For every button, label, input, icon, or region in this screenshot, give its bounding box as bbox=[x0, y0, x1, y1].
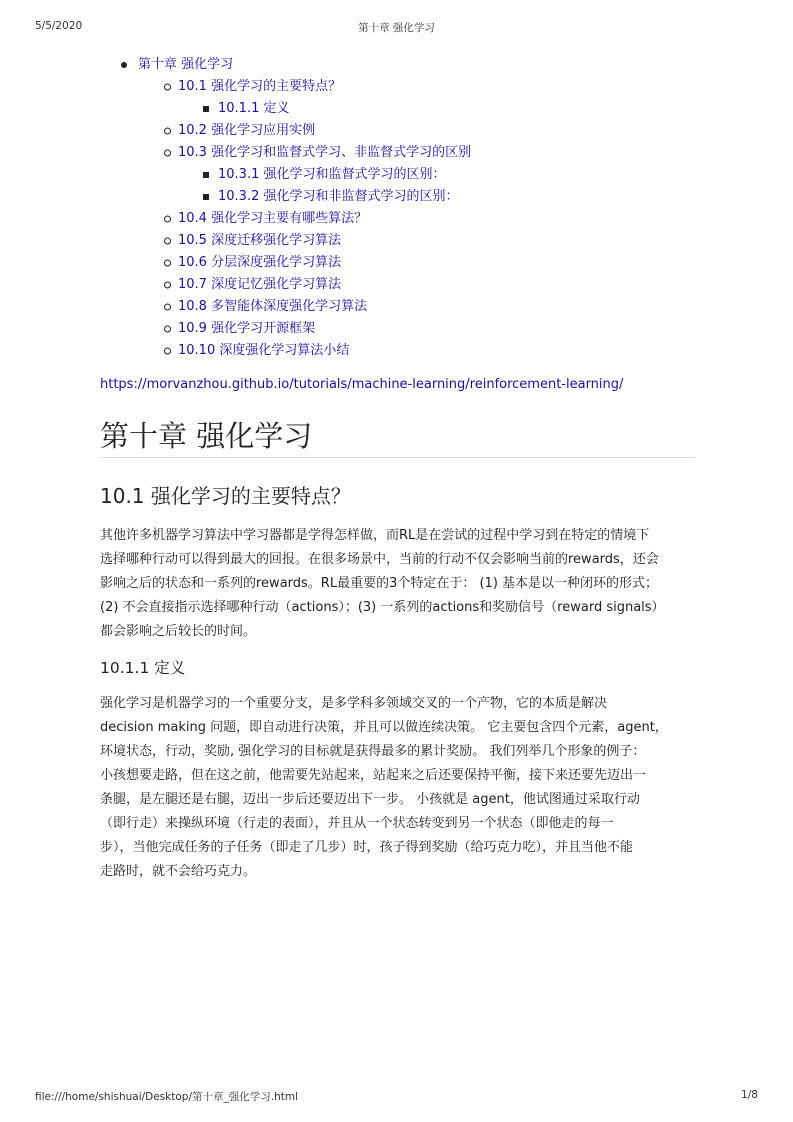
toc-item[interactable]: 第十章 强化学习 bbox=[138, 54, 471, 76]
toc-item[interactable]: 10.6 分层深度强化学习算法 bbox=[178, 252, 471, 274]
chapter-title: 第十章 强化学习 bbox=[100, 419, 313, 453]
toc-item[interactable]: 10.9 强化学习开源框架 bbox=[178, 318, 471, 340]
print-title: 第十章 强化学习 bbox=[358, 22, 435, 34]
toc-item[interactable]: 10.3.1 强化学习和监督式学习的区别： bbox=[218, 164, 471, 186]
bullet-circle-icon bbox=[164, 238, 171, 245]
toc-item[interactable]: 10.5 深度迁移强化学习算法 bbox=[178, 230, 471, 252]
bullet-circle-icon bbox=[164, 282, 171, 289]
paragraph-definition bbox=[100, 692, 700, 884]
text-line: 条腿，是左腿还是右腿，迈出一步后还要迈出下一步。 小孩就是 agent，他试图通过采取行动 bbox=[100, 792, 640, 807]
bullet-circle-icon bbox=[164, 216, 171, 223]
text-line: 步），当他完成任务的子任务（即走了几步）时，孩子得到奖励（给巧克力吃），并且当他不能 bbox=[100, 840, 634, 855]
subsection-heading: 10.1.1 定义 bbox=[100, 659, 186, 677]
toc-item[interactable]: 10.1 强化学习的主要特点？ bbox=[178, 76, 471, 98]
table-of-contents bbox=[138, 54, 471, 362]
toc-item[interactable]: 10.4 强化学习主要有哪些算法？ bbox=[178, 208, 471, 230]
bullet-circle-icon bbox=[164, 150, 171, 157]
bullet-circle-icon bbox=[164, 348, 171, 355]
bullet-square-icon bbox=[203, 172, 209, 178]
text-line: 选择哪种行动可以得到最大的回报。在很多场景中，当前的行动不仅会影响当前的rewards，还会 bbox=[100, 552, 659, 567]
text-line: 环境状态，行动，奖励, 强化学习的目标就是获得最多的累计奖励。 我们列举几个形象的例子： bbox=[100, 744, 646, 759]
section-heading: 10.1 强化学习的主要特点？ bbox=[100, 484, 351, 508]
text-line: 都会影响之后较长的时间。 bbox=[100, 624, 257, 639]
toc-item[interactable]: 10.2 强化学习应用实例 bbox=[178, 120, 471, 142]
bullet-circle-icon bbox=[164, 304, 171, 311]
bullet-square-icon bbox=[203, 194, 209, 200]
bullet-circle-icon bbox=[164, 260, 171, 267]
title-divider bbox=[100, 457, 695, 458]
text-line: 强化学习是机器学习的一个重要分支，是多学科多领域交叉的一个产物，它的本质是解决 bbox=[100, 696, 608, 711]
bullet-square-icon bbox=[203, 106, 209, 112]
paragraph-intro bbox=[100, 524, 700, 644]
print-file-path: file:///home/shishuai/Desktop/第十章_强化学习.html bbox=[35, 1091, 299, 1103]
text-line: （即行走）来操纵环境（行走的表面），并且从一个状态转变到另一个状态（即他走的每一 bbox=[100, 816, 614, 831]
print-date: 5/5/2020 bbox=[35, 20, 83, 32]
text-line: (2) 不会直接指示选择哪种行动（actions）；(3) 一系列的actions和奖励信号（reward signals） bbox=[100, 600, 665, 615]
text-line: 影响之后的状态和一系列的rewards。RL最重要的3个特定在于： (1) 基本是以一种闭环的形式； bbox=[100, 576, 659, 591]
toc-item[interactable]: 10.8 多智能体深度强化学习算法 bbox=[178, 296, 471, 318]
text-line: 其他许多机器学习算法中学习器都是学得怎样做，而RL是在尝试的过程中学习到在特定的情境下 bbox=[100, 528, 650, 543]
text-line: decision making 问题，即自动进行决策，并且可以做连续决策。 它主要包含四个元素，agent， bbox=[100, 720, 668, 735]
page-number: 1/8 bbox=[741, 1089, 758, 1101]
reference-link[interactable]: https://morvanzhou.github.io/tutorials/machine-learning/reinforcement-learning/ bbox=[100, 377, 624, 392]
toc-item[interactable]: 10.10 深度强化学习算法小结 bbox=[178, 340, 471, 362]
text-line: 走路时，就不会给巧克力。 bbox=[100, 864, 257, 879]
text-line: 小孩想要走路，但在这之前，他需要先站起来，站起来之后还要保持平衡，接下来还要先迈出一 bbox=[100, 768, 647, 783]
toc-item[interactable]: 10.1.1 定义 bbox=[218, 98, 471, 120]
bullet-disc-icon bbox=[121, 62, 127, 68]
toc-item[interactable]: 10.3.2 强化学习和非监督式学习的区别： bbox=[218, 186, 471, 208]
bullet-circle-icon bbox=[164, 326, 171, 333]
toc-item[interactable]: 10.7 深度记忆强化学习算法 bbox=[178, 274, 471, 296]
bullet-circle-icon bbox=[164, 84, 171, 91]
toc-item[interactable]: 10.3 强化学习和监督式学习、非监督式学习的区别 bbox=[178, 142, 471, 164]
bullet-circle-icon bbox=[164, 128, 171, 135]
